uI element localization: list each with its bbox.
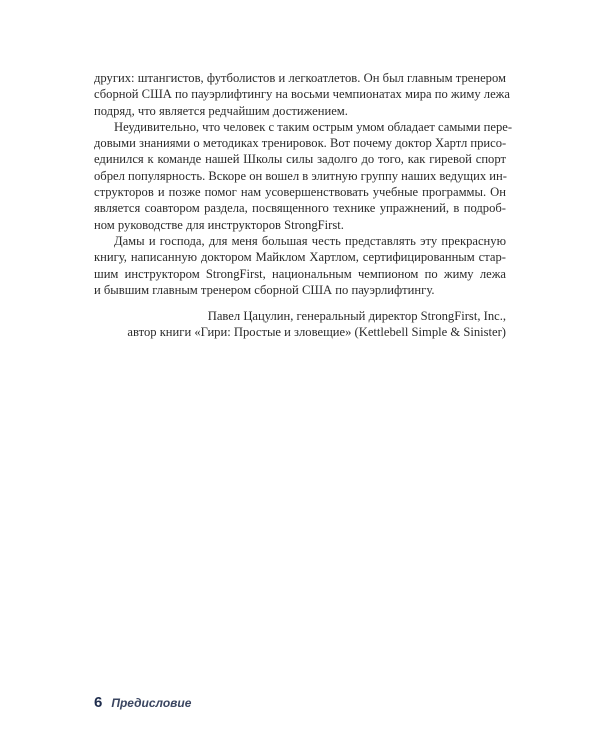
text-line: сборной США по пауэрлифтингу на восьми чемпионатах мира по жиму лежа [94,87,510,102]
text-line: книгу, написанную доктором Майклом Хартлом, сертифицированным стар- [94,250,506,265]
signature-line-author: Павел Цацулин, генеральный директор StrongFirst, Inc., [207,309,506,324]
text-line: является соавтором раздела, посвященного технике упражнений, в подроб- [94,201,506,216]
text-line: единился к команде нашей Школы силы задолго до того, как гиревой спорт [94,152,506,167]
page-number: 6 [94,694,103,711]
text-line: других: штангистов, футболистов и легкоатлетов. Он был главным тренером [94,71,506,85]
text-line: обрел популярность. Вскоре он вошел в элитную группу наших ведущих ин- [94,168,507,183]
paragraph-3 [94,233,506,298]
page-body [94,70,513,341]
text-line: и бывшим главным тренером сборной США по пауэрлифтингу. [94,282,435,297]
text-line: структоров и позже помог нам усовершенствовать учебные программы. Он [94,185,506,200]
text-line: Дамы и господа, для меня большая честь представлять эту прекрасную [114,233,506,248]
text-line: ном руководстве для инструкторов StrongFirst. [94,217,344,232]
text-line: подряд, что является редчайшим достижением. [94,103,348,118]
signature-block [94,308,506,341]
running-section-title: Предисловие [111,696,192,710]
text-line: шим инструктором StrongFirst, национальным чемпионом по жиму лежа [94,266,506,281]
page-footer [94,694,191,711]
text-line: Неудивительно, что человек с таким острым умом обладает самыми пере- [114,119,513,134]
paragraph-2 [94,119,513,233]
signature-line-book: автор книги «Гири: Простые и зловещие» (Kettlebell Simple & Sinister) [127,325,506,340]
text-line: довыми знаниями о методиках тренировок. Вот почему доктор Хартл присо- [94,136,507,151]
paragraph-1 [94,70,510,119]
